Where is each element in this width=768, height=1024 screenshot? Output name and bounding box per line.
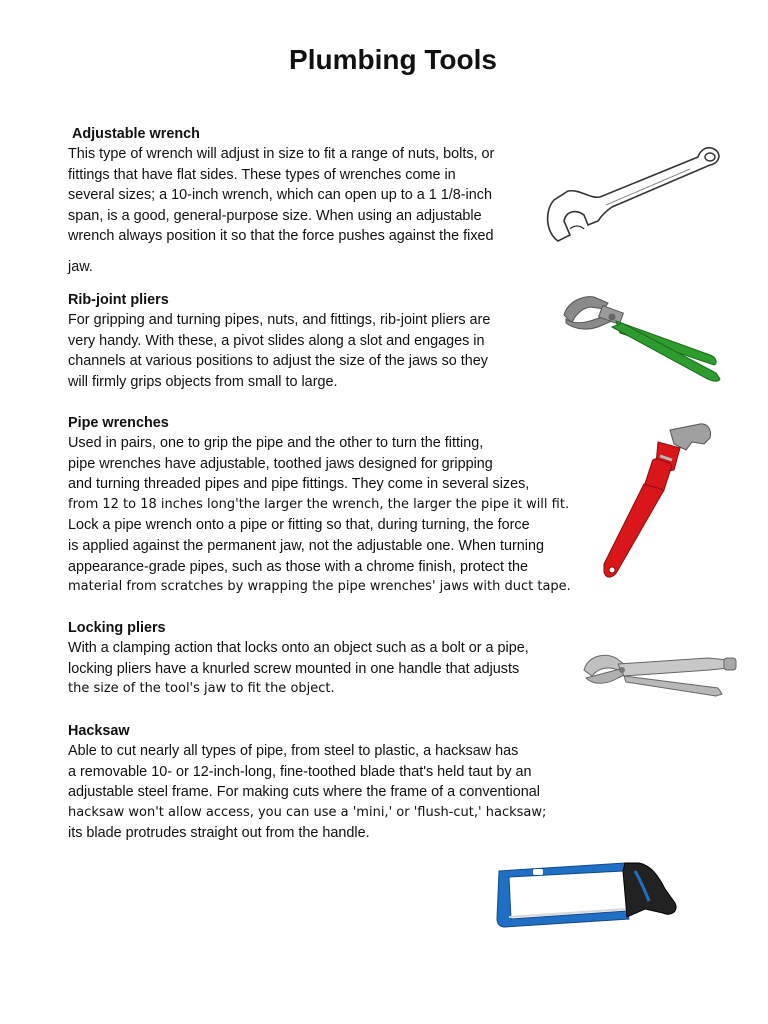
text-line: its blade protrudes straight out from the handle. xyxy=(68,825,370,842)
section-heading: Hacksaw xyxy=(68,723,130,739)
text-line: locking pliers have a knurled screw mounted in one handle that adjusts xyxy=(68,660,520,677)
hacksaw-icon xyxy=(495,857,690,937)
text-line: material from scratches by wrapping the pipe wrenches' jaws with duct tape. xyxy=(68,579,571,595)
text-line: This type of wrench will adjust in size to fit a range of nuts, bolts, or xyxy=(68,146,495,162)
section-pipe-wrenches xyxy=(68,413,571,598)
locking-pliers-icon xyxy=(578,640,743,710)
section-heading: Adjustable wrench xyxy=(72,126,200,142)
text-line: very handy. With these, a pivot slides along a slot and engages in xyxy=(68,332,485,349)
text-line: jaw. xyxy=(68,258,93,275)
text-line: from 12 to 18 inches long'the larger the wrench, the larger the pipe it will fit. xyxy=(68,496,570,512)
section-locking-pliers xyxy=(68,618,568,700)
text-line: span, is a good, general-purpose size. When using an adjustable xyxy=(68,207,482,224)
text-line: wrench always position it so that the force pushes against the fixed xyxy=(68,228,494,245)
text-line: is applied against the permanent jaw, not the adjustable one. When turning xyxy=(68,537,545,554)
rib-joint-pliers-icon xyxy=(560,293,725,388)
text-line: adjustable steel frame. For making cuts where the frame of a conventional xyxy=(68,784,540,801)
text-line: hacksaw won't allow access, you can use a 'mini,' or 'flush-cut,' hacksaw; xyxy=(68,804,547,820)
pipe-wrench-icon xyxy=(600,420,720,585)
section-hacksaw xyxy=(68,721,568,844)
section-rib-joint-pliers xyxy=(68,290,568,392)
text-line: the size of the tool's jaw to fit the object. xyxy=(68,681,335,697)
section-heading: Pipe wrenches xyxy=(68,415,169,431)
text-line: With a clamping action that locks onto an object such as a bolt or a pipe, xyxy=(68,640,529,656)
text-line: and turning threaded pipes and pipe fittings. They come in several sizes, xyxy=(68,476,530,493)
text-line: appearance-grade pipes, such as those with a chrome finish, protect the xyxy=(68,558,528,575)
text-line: a removable 10- or 12-inch-long, fine-toothed blade that's held taut by an xyxy=(68,763,532,780)
text-line: Lock a pipe wrench onto a pipe or fitting so that, during turning, the force xyxy=(68,517,530,534)
text-line: Able to cut nearly all types of pipe, from steel to plastic, a hacksaw has xyxy=(68,743,519,759)
section-heading: Rib-joint pliers xyxy=(68,292,169,308)
text-line: will firmly grips objects from small to large. xyxy=(68,373,338,390)
text-line: channels at various positions to adjust the size of the jaws so they xyxy=(68,353,488,370)
text-line: Used in pairs, one to grip the pipe and the other to turn the fitting, xyxy=(68,435,484,451)
text-line: For gripping and turning pipes, nuts, and fittings, rib-joint pliers are xyxy=(68,312,491,328)
page-title: Plumbing Tools xyxy=(289,44,497,75)
section-adjustable-wrench xyxy=(68,124,568,278)
text-line: several sizes; a 10-inch wrench, which can open up to a 1 1/8-inch xyxy=(68,187,492,204)
adjustable-wrench-icon xyxy=(540,145,725,250)
text-line: fittings that have flat sides. These types of wrenches come in xyxy=(68,166,456,183)
section-heading: Locking pliers xyxy=(68,620,166,636)
text-line: pipe wrenches have adjustable, toothed jaws designed for gripping xyxy=(68,455,493,472)
